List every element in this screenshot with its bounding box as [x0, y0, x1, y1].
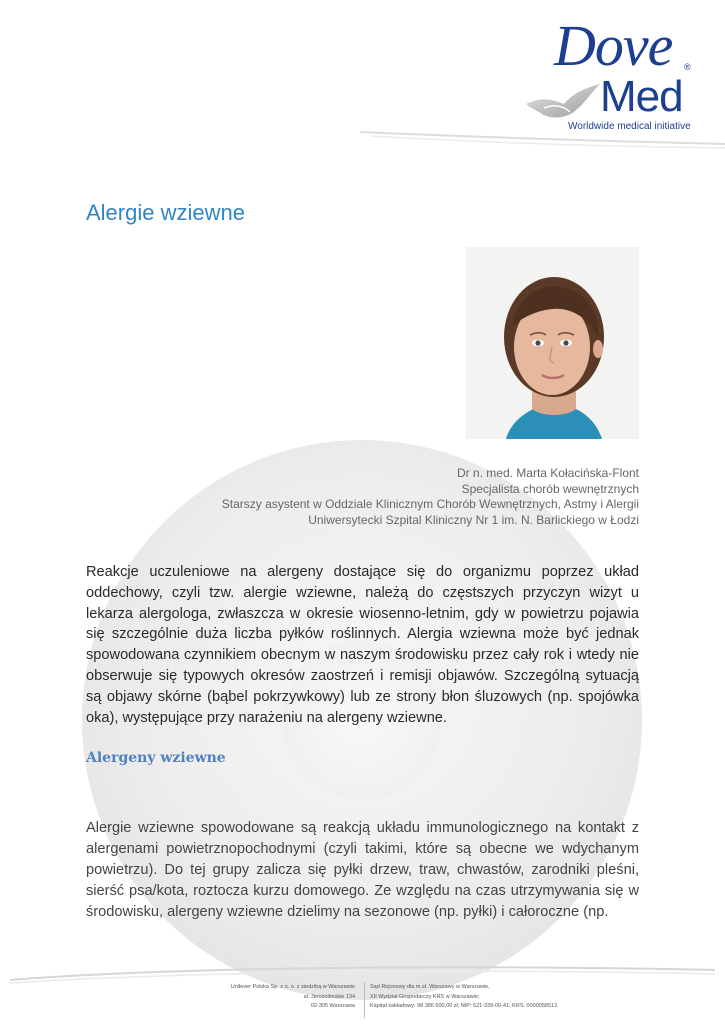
- section-paragraph: Alergie wziewne spowodowane są reakcją układu immunologicznego na kontakt z alergenami powietrznopochodnymi (czyli takimi, które są obecne we wdychanym powietrzu). Do tej grupy zalicza się pyłki drzew, traw, chwastów, zarodniki pleśni, sierść psa/kota, roztocza kurzu domowego. Ze względu na czas utrzymywania się w środowisku, alergeny wziewne dzielimy na sezonowe (np. pyłki) i całoroczne (np.: [86, 820, 639, 920]
- footer-capital: Kapitał zakładowy: 98 386 600,00 zł; NIP: 521-339-00-41; KRS: 0000058512.: [370, 1003, 559, 1009]
- author-institution: Uniwersytecki Szpital Kliniczny Nr 1 im. N. Barlickiego w Łodzi: [308, 512, 639, 527]
- footer-swoosh-decoration: [10, 958, 715, 988]
- intro-paragraph: Reakcje uczuleniowe na alergeny dostające się do organizmu poprzez układ oddechowy, czyli tzw. alergie wziewne, należą do częstszych przyczyn wizyt u lekarza alergologa, zwłaszcza w okresie wiosenno-letnim, gdy w powietrzu pojawia się szczególnie duża liczba pyłków roślinnych. Alergia wziewna może być jednak spowodowana czynnikiem obecnym w naszym środowisku przez cały rok i wtedy nie obserwuje się typowych okresów zaostrzeń i remisji objawów. Szczególną sytuacją są objawy skórne (bąbel pokrzywkowy) lub ze strony błon śluzowych (np. spojówka oka), występujące przy narażeniu na alergeny wziewne.: [86, 564, 639, 726]
- footer-postcode: 02-305 Warszawa: [310, 1003, 355, 1009]
- logo-registered-mark: ®: [684, 62, 691, 72]
- footer-company-name: Unilever Polska Sp. z o. o. z siedzibą w Warszawie: [230, 984, 355, 990]
- logo-brand-bottom: Med: [600, 72, 683, 121]
- author-specialty: Specjalista chorób wewnętrznych: [461, 481, 639, 496]
- logo-tagline: Worldwide medical initiative: [568, 121, 691, 132]
- logo-brand-top: Dove: [554, 13, 673, 78]
- footer-court: Sąd Rejonowy dla m.st. Warszawy w Warszawie,: [370, 984, 490, 990]
- section-heading: Alergeny wziewne: [86, 750, 226, 766]
- header-swoosh-decoration: [360, 118, 725, 168]
- footer-divider: [364, 982, 365, 1018]
- author-position: Starszy asystent w Oddziale Klinicznym Chorób Wewnętrznych, Astmy i Alergii: [221, 497, 639, 511]
- dove-bird-icon: [524, 74, 604, 124]
- footer-street: al. Jerozolimskie 134: [303, 993, 355, 1000]
- footer-krs-department: XII Wydział Gospodarczy KRS w Warszawie;: [370, 993, 480, 1000]
- author-info: [222, 466, 639, 528]
- footer-company-address: [231, 983, 355, 1012]
- footer-registration: [370, 983, 559, 1012]
- page-title: Alergie wziewne: [86, 200, 245, 225]
- author-photo: [466, 247, 639, 439]
- author-name: Dr n. med. Marta Kołacińska-Flont: [456, 466, 639, 480]
